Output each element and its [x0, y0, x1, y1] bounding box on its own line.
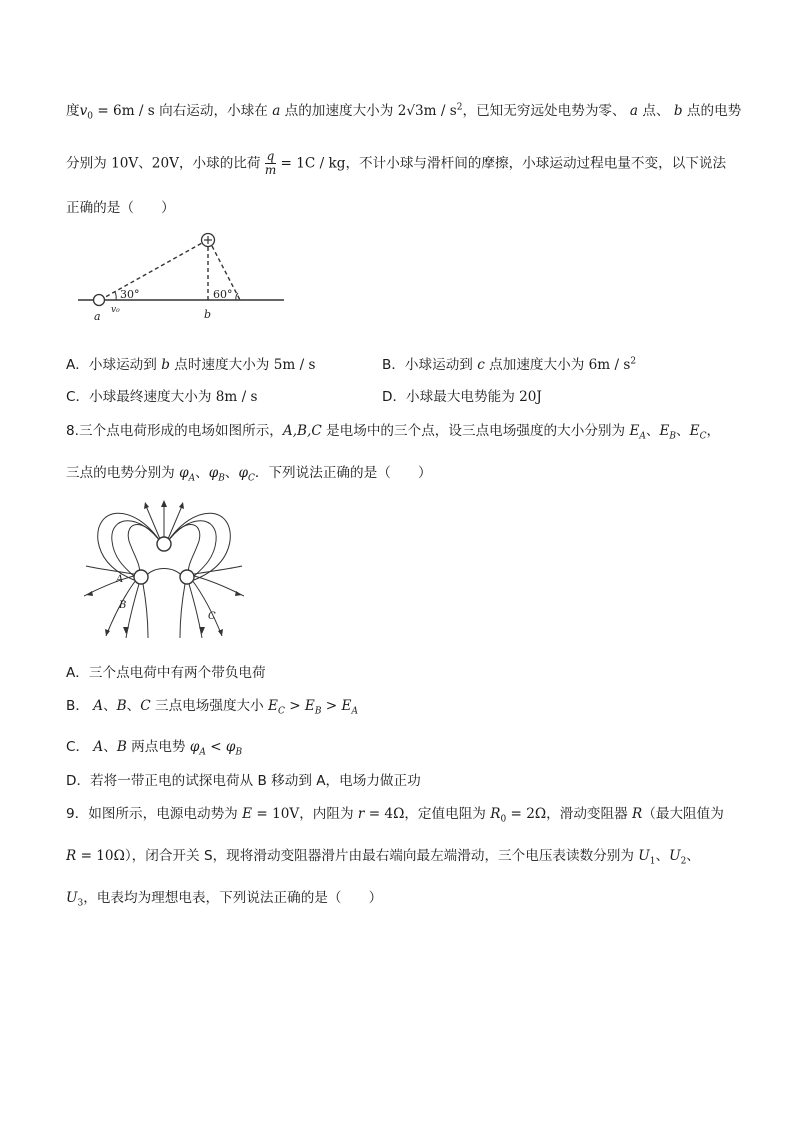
q7-option-a: A．小球运动到 b 点时速度大小为 5m / s	[66, 357, 316, 373]
q9-line-2: R = 10Ω），闭合开关 S，现将滑动变阻器滑片由最右端向最左端滑动，三个电压表读数分别为 $U_1$、$U_2$、	[66, 848, 700, 867]
q7-figure	[78, 226, 298, 326]
angle-60-label: 60°	[213, 288, 233, 301]
label-b: b	[204, 308, 212, 321]
ball-icon	[94, 295, 105, 306]
dashed-line-a	[100, 243, 202, 300]
q7-option-c: C．小球最终速度大小为 8m / s	[66, 389, 258, 405]
label-a: a	[94, 310, 101, 323]
right-charge-icon	[180, 570, 194, 584]
q7-line-2: 分别为 10V、20V，小球的比荷 $\frac{q}{m}$ = 1C / kg，不计小球与滑杆间的摩擦，小球运动过程电量不变，以下说法	[66, 149, 727, 177]
label-A: A	[116, 574, 124, 585]
label-B: B	[119, 600, 127, 611]
charge-mass-ratio: $\frac{q}{m}$	[264, 149, 277, 177]
q8-line-1: 8.三个点电荷形成的电场如图所示，A,B,C 是电场中的三个点，设三点电场强度的大小分别为 $E_A$、$E_B$、$E_C$，	[66, 423, 721, 442]
q8-option-d: D．若将一带正电的试探电荷从 B 移动到 A，电场力做正功	[66, 773, 421, 789]
q7-line-3: 正确的是（ ）	[66, 200, 175, 216]
q8-field-figure	[84, 496, 244, 638]
q7-line-1: 度$v_0 = 6m / s$ 向右运动，小球在 a 点的加速度大小为 $2√3m / s^2$，已知无穷远处电势为零、 a 点、 b 点的电势	[66, 102, 742, 122]
label-v0: v₀	[111, 305, 120, 315]
q7-option-b: B．小球运动到 c 点加速度大小为 $6m / s^2$	[382, 356, 637, 373]
q7-option-d: D．小球最大电势能为 20J	[382, 389, 542, 405]
angle-30-label: 30°	[120, 288, 140, 301]
q9-line-1: 9．如图所示，电源电动势为 E = 10V，内阻为 r = 4Ω，定值电阻为 $R_0 = 2\Omega$，滑动变阻器 R（最大阻值为	[66, 806, 724, 825]
q9-line-3: $U_3$，电表均为理想电表，下列说法正确的是（ ）	[66, 890, 383, 909]
label-C: C	[208, 611, 216, 622]
q8-option-c: C． A、B 两点电势 $\varphi_A < \varphi_B$	[66, 739, 243, 758]
q8-option-b: B． A、B、C 三点电场强度大小 $E_C > E_B > E_A$	[66, 698, 358, 717]
top-charge-icon	[157, 537, 171, 551]
q8-option-a: A．三个点电荷中有两个带负电荷	[66, 665, 266, 681]
q8-line-2: 三点的电势分别为 $\varphi_A$、$\varphi_B$、$\varphi_C$．下列说法正确的是（ ）	[66, 465, 432, 484]
left-charge-icon	[134, 570, 148, 584]
